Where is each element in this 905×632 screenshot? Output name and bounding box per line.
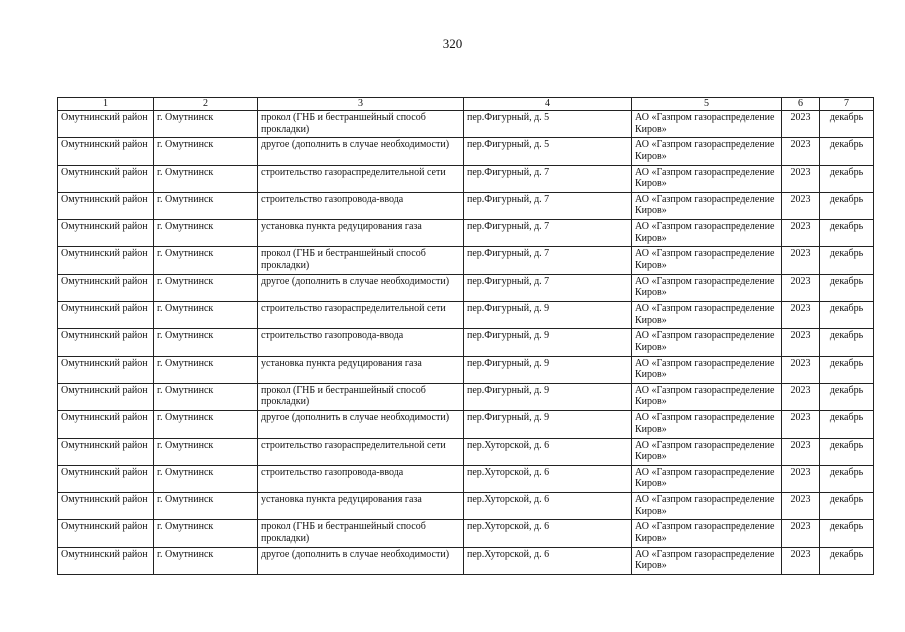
settlement-cell: г. Омутнинск — [154, 274, 258, 301]
address-cell: пер.Фигурный, д. 7 — [464, 247, 632, 274]
work-type-cell: другое (дополнить в случае необходимости) — [258, 274, 464, 301]
table-row — [58, 220, 874, 247]
column-header: 3 — [258, 98, 464, 111]
table-body — [58, 111, 874, 575]
year-cell: 2023 — [782, 165, 820, 192]
work-type-cell: другое (дополнить в случае необходимости) — [258, 411, 464, 438]
table-row — [58, 192, 874, 219]
work-type-cell: прокол (ГНБ и бестраншейный способ прокладки) — [258, 247, 464, 274]
settlement-cell: г. Омутнинск — [154, 438, 258, 465]
settlement-cell: г. Омутнинск — [154, 329, 258, 356]
address-cell: пер.Фигурный, д. 7 — [464, 220, 632, 247]
month-cell: декабрь — [820, 465, 874, 492]
settlement-cell: г. Омутнинск — [154, 465, 258, 492]
district-cell: Омутнинский район — [58, 220, 154, 247]
work-type-cell: другое (дополнить в случае необходимости) — [258, 547, 464, 574]
month-cell: декабрь — [820, 111, 874, 138]
organization-cell: АО «Газпром газораспределение Киров» — [632, 329, 782, 356]
address-cell: пер.Фигурный, д. 7 — [464, 165, 632, 192]
address-cell: пер.Хуторской, д. 6 — [464, 493, 632, 520]
organization-cell: АО «Газпром газораспределение Киров» — [632, 411, 782, 438]
address-cell: пер.Хуторской, д. 6 — [464, 465, 632, 492]
district-cell: Омутнинский район — [58, 302, 154, 329]
settlement-cell: г. Омутнинск — [154, 520, 258, 547]
organization-cell: АО «Газпром газораспределение Киров» — [632, 220, 782, 247]
address-cell: пер.Хуторской, д. 6 — [464, 438, 632, 465]
year-cell: 2023 — [782, 547, 820, 574]
year-cell: 2023 — [782, 465, 820, 492]
month-cell: декабрь — [820, 438, 874, 465]
address-cell: пер.Фигурный, д. 9 — [464, 302, 632, 329]
district-cell: Омутнинский район — [58, 383, 154, 410]
table-row — [58, 465, 874, 492]
column-header: 5 — [632, 98, 782, 111]
address-cell: пер.Фигурный, д. 9 — [464, 356, 632, 383]
year-cell: 2023 — [782, 493, 820, 520]
year-cell: 2023 — [782, 329, 820, 356]
organization-cell: АО «Газпром газораспределение Киров» — [632, 465, 782, 492]
table-row — [58, 383, 874, 410]
address-cell: пер.Фигурный, д. 7 — [464, 192, 632, 219]
settlement-cell: г. Омутнинск — [154, 138, 258, 165]
work-type-cell: установка пункта редуцирования газа — [258, 356, 464, 383]
district-cell: Омутнинский район — [58, 411, 154, 438]
district-cell: Омутнинский район — [58, 465, 154, 492]
work-type-cell: прокол (ГНБ и бестраншейный способ прокладки) — [258, 111, 464, 138]
work-type-cell: строительство газопровода-ввода — [258, 192, 464, 219]
table-row — [58, 438, 874, 465]
organization-cell: АО «Газпром газораспределение Киров» — [632, 493, 782, 520]
year-cell: 2023 — [782, 383, 820, 410]
month-cell: декабрь — [820, 383, 874, 410]
month-cell: декабрь — [820, 247, 874, 274]
table-row — [58, 138, 874, 165]
settlement-cell: г. Омутнинск — [154, 247, 258, 274]
settlement-cell: г. Омутнинск — [154, 411, 258, 438]
year-cell: 2023 — [782, 411, 820, 438]
month-cell: декабрь — [820, 356, 874, 383]
year-cell: 2023 — [782, 356, 820, 383]
district-cell: Омутнинский район — [58, 274, 154, 301]
organization-cell: АО «Газпром газораспределение Киров» — [632, 165, 782, 192]
address-cell: пер.Фигурный, д. 7 — [464, 274, 632, 301]
data-table — [57, 97, 874, 575]
table-row — [58, 274, 874, 301]
settlement-cell: г. Омутнинск — [154, 547, 258, 574]
settlement-cell: г. Омутнинск — [154, 356, 258, 383]
table-header-row — [58, 98, 874, 111]
table-row — [58, 411, 874, 438]
address-cell: пер.Хуторской, д. 6 — [464, 547, 632, 574]
work-type-cell: строительство газопровода-ввода — [258, 329, 464, 356]
month-cell: декабрь — [820, 274, 874, 301]
district-cell: Омутнинский район — [58, 165, 154, 192]
district-cell: Омутнинский район — [58, 192, 154, 219]
work-type-cell: установка пункта редуцирования газа — [258, 220, 464, 247]
year-cell: 2023 — [782, 138, 820, 165]
district-cell: Омутнинский район — [58, 111, 154, 138]
year-cell: 2023 — [782, 247, 820, 274]
month-cell: декабрь — [820, 302, 874, 329]
settlement-cell: г. Омутнинск — [154, 493, 258, 520]
column-header: 1 — [58, 98, 154, 111]
address-cell: пер.Фигурный, д. 5 — [464, 111, 632, 138]
table-row — [58, 247, 874, 274]
work-type-cell: другое (дополнить в случае необходимости) — [258, 138, 464, 165]
address-cell: пер.Фигурный, д. 9 — [464, 411, 632, 438]
year-cell: 2023 — [782, 438, 820, 465]
year-cell: 2023 — [782, 220, 820, 247]
address-cell: пер.Хуторской, д. 6 — [464, 520, 632, 547]
district-cell: Омутнинский район — [58, 356, 154, 383]
organization-cell: АО «Газпром газораспределение Киров» — [632, 520, 782, 547]
settlement-cell: г. Омутнинск — [154, 111, 258, 138]
organization-cell: АО «Газпром газораспределение Киров» — [632, 438, 782, 465]
address-cell: пер.Фигурный, д. 5 — [464, 138, 632, 165]
settlement-cell: г. Омутнинск — [154, 383, 258, 410]
year-cell: 2023 — [782, 111, 820, 138]
table-row — [58, 111, 874, 138]
organization-cell: АО «Газпром газораспределение Киров» — [632, 111, 782, 138]
settlement-cell: г. Омутнинск — [154, 165, 258, 192]
month-cell: декабрь — [820, 547, 874, 574]
work-type-cell: прокол (ГНБ и бестраншейный способ прокладки) — [258, 383, 464, 410]
district-cell: Омутнинский район — [58, 438, 154, 465]
year-cell: 2023 — [782, 192, 820, 219]
table-row — [58, 520, 874, 547]
organization-cell: АО «Газпром газораспределение Киров» — [632, 547, 782, 574]
month-cell: декабрь — [820, 329, 874, 356]
settlement-cell: г. Омутнинск — [154, 220, 258, 247]
work-type-cell: строительство газопровода-ввода — [258, 465, 464, 492]
table-row — [58, 356, 874, 383]
month-cell: декабрь — [820, 520, 874, 547]
table-row — [58, 547, 874, 574]
address-cell: пер.Фигурный, д. 9 — [464, 383, 632, 410]
table-row — [58, 165, 874, 192]
work-type-cell: прокол (ГНБ и бестраншейный способ прокладки) — [258, 520, 464, 547]
year-cell: 2023 — [782, 302, 820, 329]
month-cell: декабрь — [820, 493, 874, 520]
district-cell: Омутнинский район — [58, 329, 154, 356]
column-header: 6 — [782, 98, 820, 111]
organization-cell: АО «Газпром газораспределение Киров» — [632, 192, 782, 219]
organization-cell: АО «Газпром газораспределение Киров» — [632, 356, 782, 383]
column-header: 2 — [154, 98, 258, 111]
district-cell: Омутнинский район — [58, 247, 154, 274]
district-cell: Омутнинский район — [58, 493, 154, 520]
year-cell: 2023 — [782, 520, 820, 547]
organization-cell: АО «Газпром газораспределение Киров» — [632, 302, 782, 329]
organization-cell: АО «Газпром газораспределение Киров» — [632, 274, 782, 301]
address-cell: пер.Фигурный, д. 9 — [464, 329, 632, 356]
settlement-cell: г. Омутнинск — [154, 192, 258, 219]
month-cell: декабрь — [820, 220, 874, 247]
work-type-cell: строительство газораспределительной сети — [258, 165, 464, 192]
organization-cell: АО «Газпром газораспределение Киров» — [632, 138, 782, 165]
month-cell: декабрь — [820, 165, 874, 192]
table-row — [58, 302, 874, 329]
district-cell: Омутнинский район — [58, 547, 154, 574]
district-cell: Омутнинский район — [58, 138, 154, 165]
month-cell: декабрь — [820, 138, 874, 165]
work-type-cell: строительство газораспределительной сети — [258, 438, 464, 465]
settlement-cell: г. Омутнинск — [154, 302, 258, 329]
district-cell: Омутнинский район — [58, 520, 154, 547]
work-type-cell: установка пункта редуцирования газа — [258, 493, 464, 520]
year-cell: 2023 — [782, 274, 820, 301]
work-type-cell: строительство газораспределительной сети — [258, 302, 464, 329]
column-header: 4 — [464, 98, 632, 111]
month-cell: декабрь — [820, 411, 874, 438]
month-cell: декабрь — [820, 192, 874, 219]
organization-cell: АО «Газпром газораспределение Киров» — [632, 383, 782, 410]
table-row — [58, 329, 874, 356]
column-header: 7 — [820, 98, 874, 111]
table-row — [58, 493, 874, 520]
page-number: 320 — [442, 36, 463, 51]
organization-cell: АО «Газпром газораспределение Киров» — [632, 247, 782, 274]
